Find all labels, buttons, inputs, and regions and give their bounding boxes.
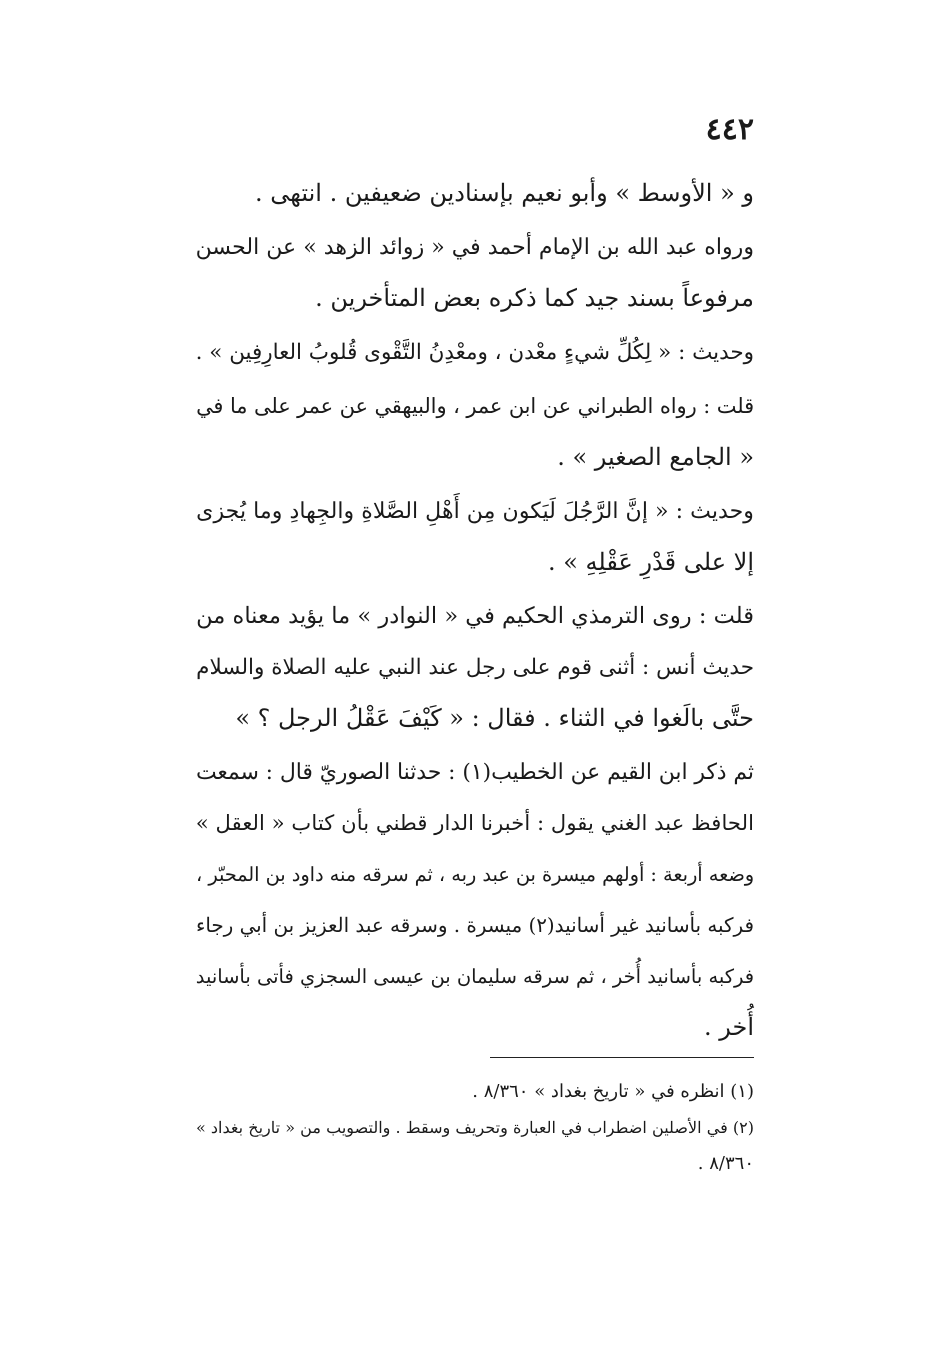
- text-line: ورواه عبد الله بن الإمام أحمد في « زوائد الزهد » عن الحسن: [195, 235, 754, 260]
- footnotes: [184, 1074, 754, 1182]
- footnote-line: (١) انظره في « تاريخ بغداد » ٨/٣٦٠ .: [472, 1081, 754, 1102]
- text-line: « الجامع الصغير » .: [557, 443, 754, 471]
- text-line: و « الأوسط » وأبو نعيم بإسنادين ضعيفين . انتهى .: [255, 179, 754, 207]
- paragraph: [184, 747, 754, 1053]
- text-line: فركبه بأسانيد أُخر ، ثم سرقه سليمان بن عيسى السجزي فأتى بأسانيد: [195, 965, 754, 988]
- text-line: حتَّى بالَغوا في الثناء . فقال : « كَيْفَ عَقْلُ الرجل ؟ »: [235, 704, 754, 732]
- page-number: ٤٤٢: [705, 112, 754, 147]
- footnote-divider: [490, 1057, 754, 1058]
- text-line: حديث أنس : أثنى قوم على رجل عند النبي عليه الصلاة والسلام: [196, 655, 754, 680]
- footnote: [184, 1074, 754, 1110]
- text-line: مرفوعاً بسند جيد كما ذكره بعض المتأخرين .: [315, 284, 754, 312]
- main-text: [184, 168, 754, 1053]
- text-line: قلت : روى الترمذي الحكيم في « النوادر » ما يؤيد معناه من: [196, 603, 754, 629]
- footnote-line: (٢) في الأصلين اضطراب في العبارة وتحريف وسقط . والتصويب من « تاريخ بغداد »: [195, 1118, 754, 1137]
- text-line: ثم ذكر ابن القيم عن الخطيب(١) : حدثنا الصوريّ قال : سمعت: [196, 760, 754, 785]
- text-line: الحافظ عبد الغني يقول : أخبرنا الدار قطني بأن كتاب « العقل »: [195, 811, 754, 836]
- paragraph: [184, 381, 754, 483]
- text-line: قلت : رواه الطبراني عن ابن عمر ، والبيهقي عن عمر على ما في: [196, 394, 754, 418]
- text-line: فركبه بأسانيد غير أسانيد(٢) ميسرة . وسرقه عبد العزيز بن أبي رجاء: [195, 914, 754, 937]
- paragraph: [184, 591, 754, 744]
- paragraph: [184, 222, 754, 324]
- text-line: وحديث : « لِكُلِّ شيءٍ معْدن ، ومعْدِنُ التَّقْوى قُلوبُ العارِفِين » .: [195, 340, 754, 365]
- text-line: إلا على قَدْرِ عَقْلِهِ » .: [547, 548, 754, 576]
- text-line: وضعه أربعة : أولهم ميسرة بن عبد ربه ، ثم سرقه منه داود بن المحبّر ،: [195, 863, 754, 886]
- footnote-line: ٨/٣٦٠ .: [697, 1153, 754, 1174]
- text-line: وحديث : « إنَّ الرَّجُلَ لَيَكون مِن أَهْلِ الصَّلاةِ والجِهادِ وما يُجزى: [196, 498, 754, 524]
- footnote: [184, 1110, 754, 1182]
- paragraph: [184, 486, 754, 588]
- paragraph: [184, 168, 754, 219]
- text-line: أُخر .: [703, 1013, 754, 1041]
- paragraph: [184, 327, 754, 378]
